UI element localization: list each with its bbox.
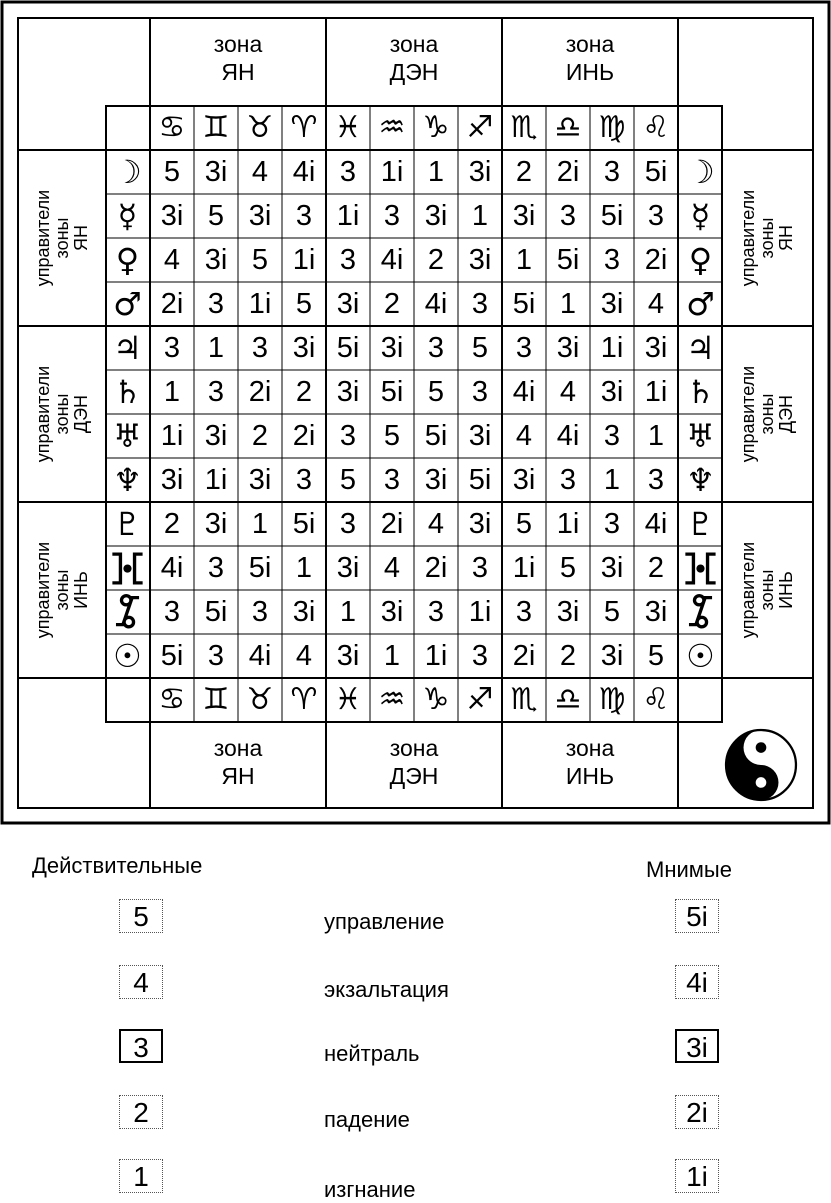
zone-word: зона [389,735,439,761]
dignity-cell: 1 [295,552,313,584]
dignity-cell: 5 [163,156,181,188]
dignity-cell: 1 [647,420,665,452]
zone-yan-top [150,30,326,86]
side-line: зоны [51,217,72,259]
legend-label-rulership: управление [324,909,445,934]
dignity-cell: 3i [600,376,624,408]
dignity-cell: 4 [427,508,445,540]
dignity-cell: 5i [468,464,492,496]
dignity-cell: 3i [556,596,580,628]
dignity-cell: 2i [160,288,184,320]
capricorn-icon: ♑ [422,682,450,717]
rulers-yan-right [737,150,796,326]
dignity-cell: 1i [600,332,624,364]
dignity-cell: 3i [336,288,360,320]
legend-real-4: 4 [119,965,163,999]
dignity-cell: 3 [339,244,357,276]
dignity-cell: 3i [380,332,404,364]
dignity-cell: 5i [248,552,272,584]
aries-icon: ♈ [290,110,318,145]
leo-icon: ♌ [642,110,670,145]
aquarius-icon: ♒ [378,110,406,145]
side-line: управители [737,189,758,287]
dignity-cell: 1 [207,332,225,364]
dignity-cell: 3 [207,640,225,672]
dignity-cell: 3i [204,244,228,276]
dignity-cell: 5 [515,508,533,540]
dignity-cell: 2 [647,552,665,584]
rulers-yan-left [32,150,91,326]
virgo-icon: ♍ [598,110,626,145]
dignity-cell: 4i [380,244,404,276]
taurus-icon: ♉ [246,110,274,145]
dignity-cell: 3i [248,464,272,496]
dignity-cell: 3 [515,596,533,628]
dignity-cell: 3 [295,464,313,496]
legend-real-1: 1 [119,1159,163,1193]
dignity-cell: 1 [251,508,269,540]
dignity-cell: 3 [251,332,269,364]
rulers-yin-right [737,502,796,678]
jupiter-icon: ♃ [113,329,142,367]
saturn-icon: ♄ [113,373,142,411]
dignity-cell: 3 [207,552,225,584]
dignity-cell: 2i [556,156,580,188]
dignity-cell: 3i [644,332,668,364]
dignity-cell: 3i [160,200,184,232]
pluto-icon: ♇ [113,505,142,543]
dignity-cell: 2i [644,244,668,276]
zone-name: ЯН [221,763,255,789]
side-line: управители [737,541,758,639]
dignity-cell: 1i [336,200,360,232]
dignity-cell: 2i [292,420,316,452]
dignity-cell: 3i [600,288,624,320]
dignity-cell: 1 [515,244,533,276]
dignity-cell: 4i [160,552,184,584]
dignity-cell: 3 [339,508,357,540]
dignity-cell: 3i [248,200,272,232]
dignity-cell: 3i [600,640,624,672]
dignity-cell: 4i [248,640,272,672]
pluto-icon: ♇ [686,505,715,543]
dignity-cell: 5i [600,200,624,232]
dignity-cell: 3i [468,156,492,188]
legend-real-title: Действительные [32,853,203,878]
dignity-cell: 1i [512,552,536,584]
mars-icon: ♂ [113,285,142,323]
dignity-cell: 5i [512,288,536,320]
legend-imag-title: Мнимые [646,857,732,882]
dignity-cell: 3 [471,552,489,584]
virgo-icon: ♍ [598,682,626,717]
dignity-cell: 5i [204,596,228,628]
sun-icon: ☉ [686,637,715,675]
zone-den-bottom [326,734,502,790]
dignity-cell: 3 [427,332,445,364]
dignity-cell: 3 [515,332,533,364]
dignity-cell: 4 [647,288,665,320]
legend-label-neutral: нейтраль [324,1041,420,1066]
venus-icon: ♀ [688,241,713,279]
dignity-cell: 5i [380,376,404,408]
dignity-cell: 3i [468,508,492,540]
gemini-icon: ♊ [202,110,230,145]
capricorn-icon: ♑ [422,110,450,145]
dignity-cell: 1 [163,376,181,408]
dignity-cell: 3 [383,200,401,232]
dignity-cell: 2i [424,552,448,584]
dignity-cell: 4i [292,156,316,188]
dignity-cell: 3i [512,464,536,496]
zone-name: ДЭН [389,59,439,85]
dignity-cell: 2 [383,288,401,320]
dignity-cell: 5 [383,420,401,452]
dignity-cell: 2 [295,376,313,408]
transpluto-icon: ⯙ [115,593,140,631]
dignity-cell: 2i [248,376,272,408]
legend-label-fall: падение [324,1107,410,1132]
dignity-cell: 3 [603,420,621,452]
neptune-icon: ♆ [686,461,715,499]
moon-icon: ☽ [113,153,142,191]
venus-icon: ♀ [115,241,140,279]
side-line: ДЭН [70,394,91,434]
side-line: зоны [756,393,777,435]
dignity-cell: 1i [380,156,404,188]
side-line: ДЭН [775,394,796,434]
legend-real-3: 3 [119,1029,163,1063]
dignity-cell: 3 [339,156,357,188]
gemini-icon: ♊ [202,682,230,717]
dignity-cell: 4i [512,376,536,408]
dignity-cell: 1 [383,640,401,672]
legend-imag-2: 2i [675,1095,719,1129]
dignity-cell: 1i [468,596,492,628]
uranus-icon: ♅ [686,417,715,455]
aries-icon: ♈ [290,682,318,717]
mercury-icon: ☿ [117,197,138,235]
dignity-cell: 4 [251,156,269,188]
zone-yin-bottom [502,734,678,790]
dignity-cell: 3i [468,420,492,452]
dignity-cell: 1i [424,640,448,672]
legend-imag-5: 5i [675,899,719,933]
dignity-cell: 5 [559,552,577,584]
dignity-cell: 5i [336,332,360,364]
dignity-cell: 1i [644,376,668,408]
dignity-cell: 3 [207,376,225,408]
dignity-cell: 3i [336,376,360,408]
sun-icon: ☉ [113,637,142,675]
dignity-cell: 5 [207,200,225,232]
taurus-icon: ♉ [246,682,274,717]
dignity-cell: 4 [295,640,313,672]
yin-yang-icon [718,727,804,803]
dignity-cell: 3i [204,156,228,188]
side-line: ЯН [775,225,796,251]
side-line: управители [737,365,758,463]
legend-real-5: 5 [119,899,163,933]
saturn-icon: ♄ [686,373,715,411]
dignity-cell: 1i [556,508,580,540]
dignity-cell: 3 [647,464,665,496]
side-line: ИНЬ [775,571,796,609]
zone-name: ИНЬ [565,763,615,789]
dignity-cell: 4i [424,288,448,320]
leo-icon: ♌ [642,682,670,717]
dignity-cell: 5i [160,640,184,672]
sagittarius-icon: ♐ [466,682,494,717]
dignity-cell: 3 [339,420,357,452]
dignity-cell: 3 [603,156,621,188]
dignity-cell: 5i [292,508,316,540]
dignity-cell: 5i [556,244,580,276]
pisces-icon: ♓ [334,682,362,717]
zone-word: зона [565,31,615,57]
uranus-icon: ♅ [113,417,142,455]
dignity-cell: 3 [471,376,489,408]
side-line: зоны [51,569,72,611]
side-line: управители [32,189,53,287]
legend-label-exaltation: экзальтация [324,977,449,1002]
proserpina-icon: ⯘ [111,549,144,587]
dignity-cell: 3 [383,464,401,496]
rulers-den-left [32,326,91,502]
dignity-cell: 3i [468,244,492,276]
dignity-cell: 4 [515,420,533,452]
dignity-cell: 5 [251,244,269,276]
dignity-cell: 1i [292,244,316,276]
legend-real-2: 2 [119,1095,163,1129]
dignity-cell: 3 [471,640,489,672]
cancer-icon: ♋ [158,682,186,717]
side-line: ЯН [70,225,91,251]
transpluto-icon: ⯙ [688,593,713,631]
dignity-cell: 3 [559,200,577,232]
rulers-den-right [737,326,796,502]
legend-imag-3: 3i [675,1029,719,1063]
dignity-cell: 2i [380,508,404,540]
rulers-yin-left [32,502,91,678]
moon-icon: ☽ [686,153,715,191]
side-line: зоны [756,569,777,611]
dignity-cell: 3i [556,332,580,364]
dignity-cell: 3 [603,244,621,276]
dignity-cell: 3i [292,332,316,364]
side-line: ИНЬ [70,571,91,609]
dignity-cell: 3i [380,596,404,628]
dignity-cell: 5 [471,332,489,364]
aquarius-icon: ♒ [378,682,406,717]
dignity-cell: 3i [644,596,668,628]
dignity-cell: 3i [336,552,360,584]
legend-imag-4: 4i [675,965,719,999]
dignity-cell: 1 [603,464,621,496]
zone-word: зона [389,31,439,57]
dignity-cell: 3i [204,420,228,452]
dignity-cell: 4 [163,244,181,276]
dignity-cell: 1 [471,200,489,232]
dignity-cell: 3 [427,596,445,628]
dignity-cell: 3 [295,200,313,232]
dignity-cell: 1i [160,420,184,452]
side-line: зоны [756,217,777,259]
pisces-icon: ♓ [334,110,362,145]
libra-icon: ♎ [554,682,582,717]
dignity-cell: 1 [339,596,357,628]
dignity-cell: 3i [160,464,184,496]
neptune-icon: ♆ [113,461,142,499]
dignity-cell: 4 [383,552,401,584]
dignity-cell: 2 [427,244,445,276]
dignity-cell: 3i [512,200,536,232]
legend-label-detriment: изгнание [324,1177,416,1202]
side-line: зоны [51,393,72,435]
sagittarius-icon: ♐ [466,110,494,145]
mercury-icon: ☿ [690,197,711,235]
legend-imag-1: 1i [675,1159,719,1193]
dignity-cell: 1i [248,288,272,320]
cancer-icon: ♋ [158,110,186,145]
side-line: управители [32,541,53,639]
dignity-cell: 3 [647,200,665,232]
dignity-cell: 2i [512,640,536,672]
dignity-cell: 3i [336,640,360,672]
zone-yan-bottom [150,734,326,790]
mars-icon: ♂ [686,285,715,323]
dignity-cell: 3i [600,552,624,584]
legend [0,825,831,1200]
dignity-cell: 3 [559,464,577,496]
side-line: управители [32,365,53,463]
dignity-cell: 3i [424,464,448,496]
dignity-cell: 3 [163,596,181,628]
dignity-cell: 5 [603,596,621,628]
dignity-cell: 3 [603,508,621,540]
dignity-cell: 3 [471,288,489,320]
dignity-cell: 2 [515,156,533,188]
zone-word: зона [213,31,263,57]
dignity-cell: 5i [644,156,668,188]
scorpio-icon: ♏ [510,110,538,145]
zone-yin-top [502,30,678,86]
dignity-cell: 3 [207,288,225,320]
dignity-cell: 5i [424,420,448,452]
dignity-cell: 4i [644,508,668,540]
proserpina-icon: ⯘ [684,549,717,587]
dignity-cell: 3i [292,596,316,628]
zone-name: ИНЬ [565,59,615,85]
dignity-cell: 2 [559,640,577,672]
dignity-cell: 3i [424,200,448,232]
dignity-cell: 5 [647,640,665,672]
scorpio-icon: ♏ [510,682,538,717]
zone-word: зона [565,735,615,761]
dignity-cell: 1 [559,288,577,320]
zone-word: зона [213,735,263,761]
libra-icon: ♎ [554,110,582,145]
dignity-cell: 5 [427,376,445,408]
dignity-cell: 4 [559,376,577,408]
zone-name: ЯН [221,59,255,85]
jupiter-icon: ♃ [686,329,715,367]
dignity-cell: 3 [251,596,269,628]
dignity-cell: 2 [251,420,269,452]
zone-name: ДЭН [389,763,439,789]
zone-den-top [326,30,502,86]
dignity-cell: 1 [427,156,445,188]
dignity-cell: 5 [295,288,313,320]
dignity-cell: 3i [204,508,228,540]
dignity-cell: 3 [163,332,181,364]
dignity-cell: 5 [339,464,357,496]
dignity-cell: 2 [163,508,181,540]
dignity-cell: 1i [204,464,228,496]
dignity-cell: 4i [556,420,580,452]
